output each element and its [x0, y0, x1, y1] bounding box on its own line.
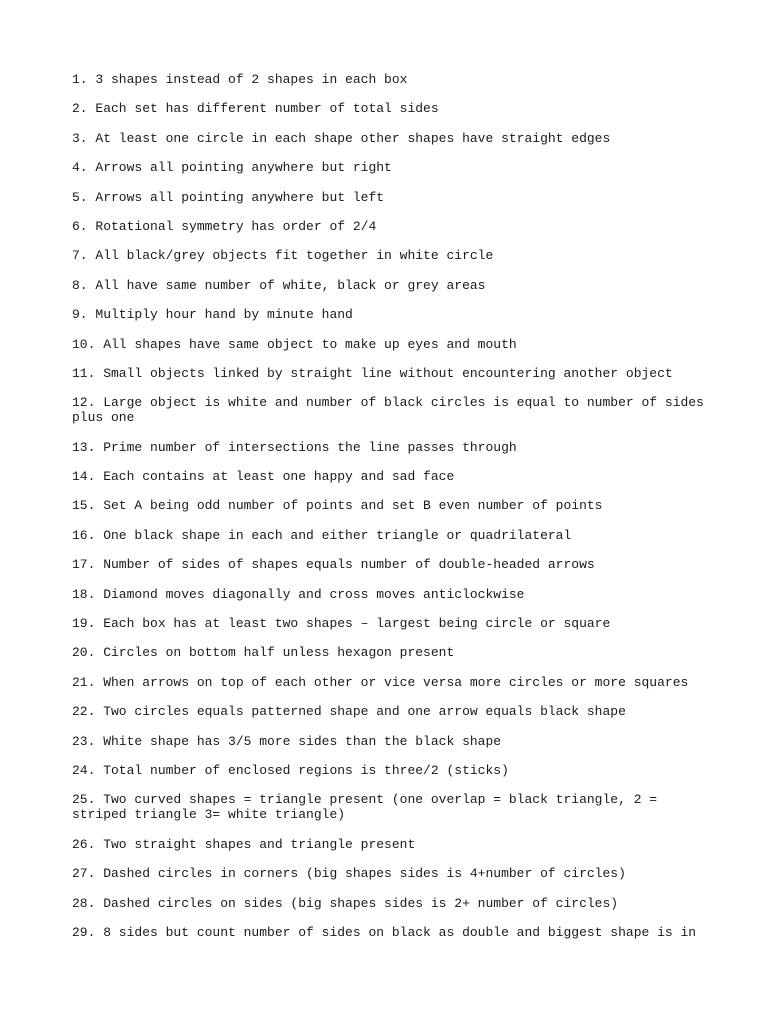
- list-item: 2. Each set has different number of total sides: [72, 101, 439, 117]
- list-item: 29. 8 sides but count number of sides on black as double and biggest shape is in: [72, 924, 697, 940]
- list-item: 3. At least one circle in each shape other shapes have straight edges: [72, 130, 611, 146]
- list-item: 9. Multiply hour hand by minute hand: [72, 307, 353, 323]
- list-item: 7. All black/grey objects fit together in white circle: [72, 248, 494, 264]
- rules-list: [72, 72, 712, 954]
- list-item: 4. Arrows all pointing anywhere but right: [72, 160, 392, 176]
- list-item: 5. Arrows all pointing anywhere but left: [72, 189, 385, 205]
- list-item: 15. Set A being odd number of points and set B even number of points: [72, 498, 603, 514]
- list-item: 6. Rotational symmetry has order of 2/4: [72, 218, 377, 234]
- list-item: 11. Small objects linked by straight line without encountering another object: [72, 365, 673, 381]
- list-item: 20. Circles on bottom half unless hexagon present: [72, 645, 455, 661]
- list-item: 28. Dashed circles on sides (big shapes sides is 2+ number of circles): [72, 895, 619, 911]
- list-item: 21. When arrows on top of each other or vice versa more circles or more squares: [72, 674, 689, 690]
- list-item: 13. Prime number of intersections the line passes through: [72, 439, 517, 455]
- list-item: 18. Diamond moves diagonally and cross moves anticlockwise: [72, 586, 525, 602]
- list-item: 1. 3 shapes instead of 2 shapes in each box: [72, 72, 408, 87]
- list-item: 12. Large object is white and number of black circles is equal to number of sides plus one: [72, 395, 712, 426]
- list-item: 24. Total number of enclosed regions is three/2 (sticks): [72, 762, 509, 778]
- list-item: 27. Dashed circles in corners (big shapes sides is 4+number of circles): [72, 866, 626, 882]
- list-item: 23. White shape has 3/5 more sides than the black shape: [72, 733, 502, 749]
- list-item: 22. Two circles equals patterned shape and one arrow equals black shape: [72, 704, 626, 720]
- list-item: 14. Each contains at least one happy and sad face: [72, 469, 455, 485]
- list-item: 16. One black shape in each and either triangle or quadrilateral: [72, 527, 572, 543]
- list-item: 25. Two curved shapes = triangle present (one overlap = black triangle, 2 = striped triangle 3= white triangle): [72, 792, 665, 823]
- list-item: 26. Two straight shapes and triangle present: [72, 836, 416, 852]
- list-item: 8. All have same number of white, black or grey areas: [72, 277, 486, 293]
- list-item: 10. All shapes have same object to make up eyes and mouth: [72, 336, 517, 352]
- list-item: 19. Each box has at least two shapes – largest being circle or square: [72, 616, 611, 632]
- list-item: 17. Number of sides of shapes equals number of double-headed arrows: [72, 557, 595, 573]
